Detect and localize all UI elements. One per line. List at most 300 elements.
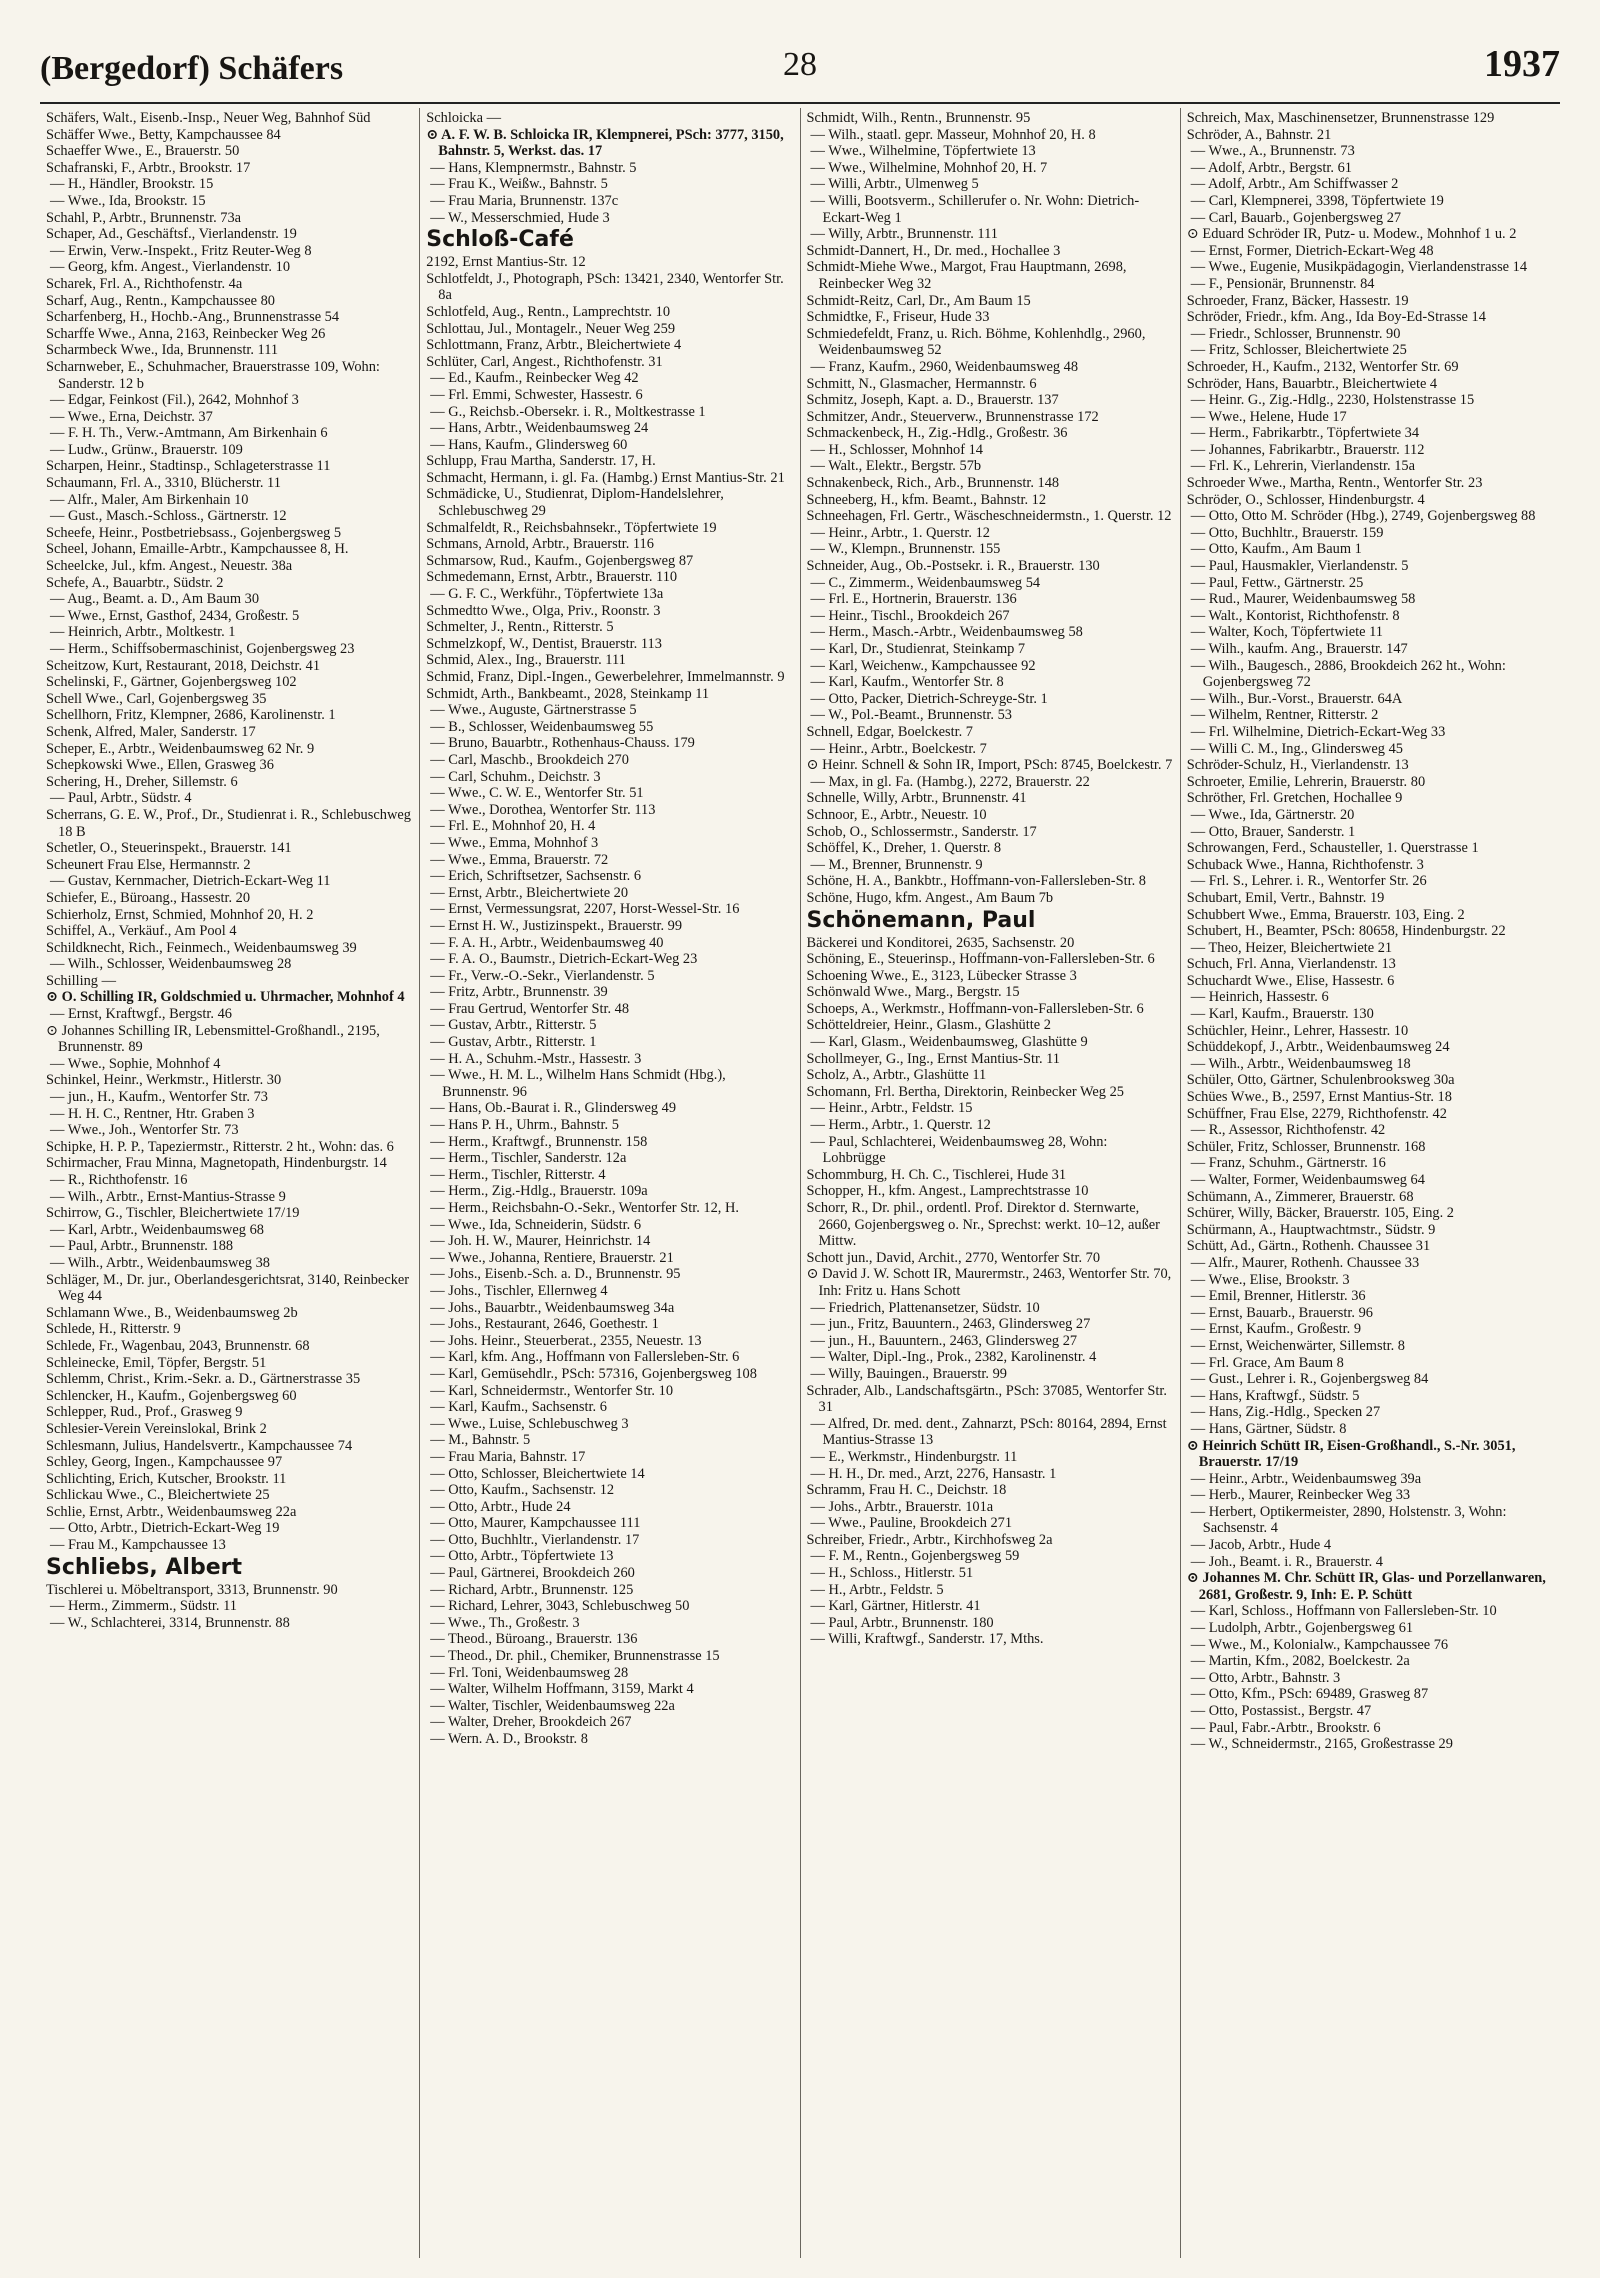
directory-entry: Schmid, Franz, Dipl.-Ingen., Gewerbelehrer, Immelmannstr. 9 — [426, 669, 785, 685]
directory-entry: — Wern. A. D., Brookstr. 8 — [430, 1731, 588, 1747]
directory-entry: Schürmann, A., Hauptwachtmstr., Südstr. 9 — [1186, 1221, 1436, 1238]
directory-entry: — Herm., Zimmerm., Südstr. 11 — [50, 1598, 237, 1615]
directory-entry: Schmiedefeldt, Franz, u. Rich. Böhme, Kohlenhdlg., 2960, Weidenbaumsweg 52 — [806, 325, 1146, 359]
directory-entry: — Wwe., Sophie, Mohnhof 4 — [50, 1055, 221, 1072]
directory-column-1 — [40, 108, 420, 2258]
directory-entry: — Richard, Lehrer, 3043, Schlebuschweg 50 — [430, 1598, 690, 1615]
directory-entry: Schmacht, Hermann, i. gl. Fa. (Hambg.) Ernst Mantius-Str. 21 — [426, 469, 785, 486]
directory-entry: Schmidt-Reitz, Carl, Dr., Am Baum 15 — [806, 292, 1031, 309]
directory-entry: — Hans P. H., Uhrm., Bahnstr. 5 — [430, 1117, 619, 1134]
directory-entry: Schildknecht, Rich., Feinmech., Weidenbaumsweg 39 — [46, 939, 357, 956]
directory-entry: Schilling — — [46, 972, 116, 989]
directory-entry: — Heinr. G., Zig.-Hdlg., 2230, Holstenstrasse 15 — [1190, 392, 1475, 409]
directory-entry: Schirmacher, Frau Minna, Magnetopath, Hindenburgstr. 14 — [46, 1155, 387, 1172]
directory-entry: Schmedtto Wwe., Olga, Priv., Roonstr. 3 — [426, 602, 661, 619]
directory-entry: — Hans, Kaufm., Glindersweg 60 — [430, 436, 628, 453]
directory-entry: — Herm., Tischler, Sanderstr. 12a — [430, 1150, 627, 1167]
directory-entry: Schlede, Fr., Wagenbau, 2043, Brunnenstr. 68 — [46, 1337, 310, 1354]
directory-entry: — Georg, kfm. Angest., Vierlandenstr. 10 — [50, 259, 291, 276]
directory-entry: — Otto, Packer, Dietrich-Schreyge-Str. 1 — [810, 690, 1048, 707]
directory-entry: Schaeffer Wwe., E., Brauerstr. 50 — [46, 143, 240, 160]
directory-entry: — H., Arbtr., Feldstr. 5 — [810, 1581, 944, 1598]
directory-entry: Scheelcke, Jul., kfm. Angest., Neuestr. 38a — [46, 558, 293, 575]
directory-entry: — Ludolph, Arbtr., Gojenbergsweg 61 — [1190, 1620, 1414, 1637]
directory-entry: — Wwe., Dorothea, Wentorfer Str. 113 — [430, 801, 656, 818]
directory-entry: — Theo, Heizer, Bleichertwiete 21 — [1190, 939, 1393, 956]
directory-entry: — Wwe., Ida, Gärtnerstr. 20 — [1190, 806, 1355, 823]
directory-entry: — Frl. E., Hortnerin, Brauerstr. 136 — [810, 591, 1017, 608]
directory-entry: — Wilh., Arbtr., Ernst-Mantius-Strasse 9 — [50, 1188, 286, 1205]
directory-entry: Schuch, Frl. Anna, Vierlandenstr. 13 — [1186, 956, 1396, 973]
directory-entry: — Walter, Dreher, Brookdeich 267 — [430, 1714, 632, 1731]
directory-entry: — Heinr., Arbtr., 1. Querstr. 12 — [810, 524, 990, 541]
directory-entry: — Herb., Maurer, Reinbecker Weg 33 — [1190, 1487, 1411, 1504]
directory-entry: — Wwe., Th., Großestr. 3 — [430, 1614, 580, 1631]
directory-entry: Schnoor, E., Arbtr., Neuestr. 10 — [806, 806, 987, 823]
directory-entry: — Frau Maria, Brunnenstr. 137c — [430, 192, 619, 209]
directory-entry: Schüler, Fritz, Schlosser, Brunnenstr. 168 — [1186, 1138, 1426, 1155]
directory-entry: Scheefe, Heinr., Postbetriebsass., Gojenbergsweg 5 — [46, 524, 342, 541]
directory-entry: — Hans, Arbtr., Weidenbaumsweg 24 — [430, 420, 649, 437]
directory-entry: — Erich, Schriftsetzer, Sachsenstr. 6 — [430, 868, 642, 885]
directory-entry: Schopper, H., kfm. Angest., Lamprechtstrasse 10 — [806, 1183, 1089, 1200]
directory-entry: — Walt., Elektr., Bergstr. 57b — [810, 458, 982, 475]
directory-entry: — Wwe., Elise, Brookstr. 3 — [1190, 1271, 1350, 1288]
directory-entry: Scharek, Frl. A., Richthofenstr. 4a — [46, 275, 243, 292]
directory-entry: Schefe, A., Bauarbtr., Südstr. 2 — [46, 574, 224, 591]
directory-entry: — Karl, Kaufm., Sachsenstr. 6 — [430, 1399, 607, 1416]
directory-entry: — Wilh., kaufm. Ang., Brauerstr. 147 — [1190, 641, 1408, 657]
directory-entry: Schramm, Frau H. C., Deichstr. 18 — [806, 1482, 1007, 1499]
directory-entry: Schmid, Alex., Ing., Brauerstr. 111 — [426, 652, 626, 669]
directory-column-2 — [420, 108, 800, 2258]
directory-entry: Schmedemann, Ernst, Arbtr., Brauerstr. 110 — [426, 569, 678, 586]
directory-entry: — Otto, Postassist., Bergstr. 47 — [1190, 1703, 1372, 1719]
directory-column-3 — [801, 108, 1181, 2258]
directory-entry: Bäckerei und Konditorei, 2635, Sachsenstr. 20 — [806, 934, 1075, 951]
directory-entry: Schloicka — — [426, 110, 501, 126]
directory-entry: Schmidtke, F., Friseur, Hude 33 — [806, 309, 990, 326]
directory-entry: Schellhorn, Fritz, Klempner, 2686, Karolinenstr. 1 — [46, 707, 336, 724]
directory-entry: Schmarsow, Rud., Kaufm., Gojenbergsweg 87 — [426, 552, 694, 569]
directory-entry: — G. F. C., Werkführ., Töpfertwiete 13a — [430, 586, 664, 603]
directory-entry: Schlie, Ernst, Arbtr., Weidenbaumsweg 22a — [46, 1503, 297, 1520]
directory-entry: Schetler, O., Steuerinspekt., Brauerstr. 141 — [46, 840, 292, 857]
directory-entry: Schollmeyer, G., Ing., Ernst Mantius-Str. 11 — [806, 1050, 1061, 1067]
directory-entry: — Herm., Arbtr., 1. Querstr. 12 — [810, 1117, 991, 1134]
directory-entry: — Walter, Dipl.-Ing., Prok., 2382, Karolinenstr. 4 — [810, 1349, 1097, 1366]
directory-entry: — Otto, Kaufm., Sachsenstr. 12 — [430, 1482, 615, 1499]
directory-entry: — Heinr., Arbtr., Feldstr. 15 — [810, 1100, 973, 1117]
directory-entry: — Karl, Gemüsehdlr., PSch: 57316, Gojenbergsweg 108 — [430, 1365, 757, 1382]
directory-entry: — Karl, Gärtner, Hitlerstr. 41 — [810, 1598, 981, 1615]
directory-entry: Scharnweber, E., Schuhmacher, Brauerstrasse 109, Wohn: Sanderstr. 12 b — [46, 358, 380, 392]
directory-entry: — Walter, Tischler, Weidenbaumsweg 22a — [430, 1697, 675, 1714]
directory-entry: Schlichting, Erich, Kutscher, Brookstr. 11 — [46, 1470, 287, 1487]
directory-entry: — Hans, Zig.-Hdlg., Specken 27 — [1190, 1404, 1381, 1421]
directory-entry: — Paul, Fettw., Gärtnerstr. 25 — [1190, 574, 1364, 591]
directory-entry: Schipke, H. P. P., Tapeziermstr., Ritterstr. 2 ht., Wohn: das. 6 — [46, 1138, 394, 1155]
directory-entry: — Wwe., M., Kolonialw., Kampchaussee 76 — [1190, 1636, 1449, 1653]
directory-entry: — Frl. K., Lehrerin, Vierlandenstr. 15a — [1190, 458, 1416, 475]
directory-entry: — Ernst, Former, Dietrich-Eckart-Weg 48 — [1190, 242, 1434, 259]
directory-entry: — Alfr., Maler, Am Birkenhain 10 — [50, 491, 249, 508]
directory-entry: — Otto, Maurer, Kampchaussee 111 — [430, 1515, 641, 1532]
directory-entry: — H. H., Dr. med., Arzt, 2276, Hansastr. 1 — [810, 1465, 1057, 1482]
directory-entry: — M., Brenner, Brunnenstr. 9 — [810, 856, 983, 873]
directory-entry: Schneeberg, H., kfm. Beamt., Bahnstr. 12 — [806, 491, 1047, 508]
directory-entry: — Wilh., Schlosser, Weidenbaumsweg 28 — [50, 956, 292, 973]
directory-entry: — Herm., Masch.-Arbtr., Weidenbaumsweg 58 — [810, 624, 1083, 641]
directory-entry: Schlede, H., Ritterstr. 9 — [46, 1321, 181, 1338]
directory-entry: — Herm., Reichsbahn-O.-Sekr., Wentorfer Str. 12, H. — [430, 1200, 739, 1216]
directory-entry: Schubart, Emil, Vertr., Bahnstr. 19 — [1186, 889, 1385, 906]
directory-entry: — Wwe., Wilhelmine, Mohnhof 20, H. 7 — [810, 159, 1048, 176]
directory-entry: — jun., H., Kaufm., Wentorfer Str. 73 — [50, 1089, 269, 1106]
directory-entry: — Frau Gertrud, Wentorfer Str. 48 — [430, 1000, 630, 1017]
directory-entry: — Fr., Verw.-O.-Sekr., Vierlandenstr. 5 — [430, 967, 655, 984]
directory-entry: — Frl. Grace, Am Baum 8 — [1190, 1354, 1344, 1371]
directory-entry: Schiefer, E., Büroang., Hassestr. 20 — [46, 889, 251, 906]
directory-entry: Schrader, Alb., Landschaftsgärtn., PSch: 37085, Wentorfer Str. 31 — [806, 1382, 1167, 1416]
directory-entry: — W., Schlachterei, 3314, Brunnenstr. 88 — [50, 1614, 290, 1631]
directory-entry: — Herbert, Optikermeister, 2890, Holstenstr. 3, Wohn: Sachsenstr. 4 — [1190, 1503, 1507, 1537]
directory-entry: Schlottau, Jul., Montagelr., Neuer Weg 259 — [426, 320, 676, 337]
directory-entry: Schöffel, K., Dreher, 1. Querstr. 8 — [806, 840, 1002, 857]
directory-entry: Schmitz, Joseph, Kapt. a. D., Brauerstr. 137 — [806, 392, 1059, 409]
directory-entry: — Otto, Arbtr., Dietrich-Eckart-Weg 19 — [50, 1520, 280, 1537]
directory-entry: — Wilhelm, Rentner, Ritterstr. 2 — [1190, 707, 1379, 724]
directory-entry: — H., Schlosser, Mohnhof 14 — [810, 441, 984, 458]
directory-entry: Schmackenbeck, H., Zig.-Hdlg., Großestr. 36 — [806, 425, 1068, 442]
directory-entry: Scheunert Frau Else, Hermannstr. 2 — [46, 856, 251, 873]
directory-entry: — Herm., Kraftwgf., Brunnenstr. 158 — [430, 1133, 648, 1150]
directory-entry: — F., Pensionär, Brunnenstr. 84 — [1190, 275, 1375, 292]
directory-entry: Schroeter, Emilie, Lehrerin, Brauerstr. 80 — [1186, 773, 1426, 790]
directory-entry: — Gust., Lehrer i. R., Gojenbergsweg 84 — [1190, 1371, 1429, 1388]
directory-entry: Schroeder Wwe., Martha, Rentn., Wentorfer Str. 23 — [1186, 475, 1483, 492]
directory-entry: Schott jun., David, Archit., 2770, Wentorfer Str. 70 — [806, 1249, 1101, 1266]
directory-entry: Schlüter, Carl, Angest., Richthofenstr. 31 — [426, 353, 663, 370]
directory-entry: — Franz, Schuhm., Gärtnerstr. 16 — [1190, 1155, 1386, 1172]
directory-entry: Schneider, Aug., Ob.-Postsekr. i. R., Brauerstr. 130 — [806, 558, 1100, 575]
directory-entry: — W., Schneidermstr., 2165, Großestrasse 29 — [1190, 1736, 1453, 1753]
directory-entry: — Frl. Emmi, Schwester, Hassestr. 6 — [430, 386, 643, 403]
directory-entry: — Wwe., Auguste, Gärtnerstrasse 5 — [430, 702, 637, 719]
directory-entry: Schmelter, J., Rentn., Ritterstr. 5 — [426, 619, 614, 636]
directory-entry: — Friedrich, Plattenansetzer, Südstr. 10 — [810, 1299, 1040, 1316]
directory-entry: — Wwe., H. M. L., Wilhelm Hans Schmidt (Hbg.), Brunnenstr. 96 — [430, 1067, 726, 1100]
directory-entry: Scheel, Johann, Emaille-Arbtr., Kampchaussee 8, H. — [46, 541, 349, 558]
directory-entry: — Frl. E., Mohnhof 20, H. 4 — [430, 818, 596, 835]
directory-heading: Schönemann, Paul — [806, 907, 1036, 933]
directory-entry: Schierholz, Ernst, Schmied, Mohnhof 20, H. 2 — [46, 906, 314, 923]
directory-entry: — G., Reichsb.-Obersekr. i. R., Moltkestrasse 1 — [430, 403, 706, 420]
directory-entry: — Otto, Buchhltr., Vierlandenstr. 17 — [430, 1531, 640, 1548]
directory-entry: — Carl, Bauarb., Gojenbergsweg 27 — [1190, 209, 1402, 226]
directory-entry: Schommburg, H. Ch. C., Tischlerei, Hude 31 — [806, 1166, 1067, 1183]
directory-entry: — Willi, Kraftwgf., Sanderstr. 17, Mths. — [810, 1631, 1044, 1648]
directory-entry: — Walter, Former, Weidenbaumsweg 64 — [1190, 1172, 1425, 1188]
directory-entry: — Wilh., Arbtr., Weidenbaumsweg 18 — [1190, 1055, 1411, 1072]
directory-entry: Scharpen, Heinr., Stadtinsp., Schlageterstrasse 11 — [46, 458, 331, 475]
directory-entry: — Carl, Klempnerei, 3398, Töpfertwiete 19 — [1190, 192, 1444, 209]
directory-entry: — Heinr., Arbtr., Boelckestr. 7 — [810, 740, 987, 757]
directory-entry: — Gustav, Arbtr., Ritterstr. 5 — [430, 1017, 597, 1034]
directory-entry: ⊙ David J. W. Schott IR, Maurermstr., 2463, Wentorfer Str. 70, Inh: Fritz u. Hans Schott — [806, 1266, 1172, 1299]
directory-entry: Schüchler, Heinr., Lehrer, Hassestr. 10 — [1186, 1022, 1409, 1039]
directory-entry: — Walter, Koch, Töpfertwiete 11 — [1190, 624, 1383, 641]
directory-entry: — Wwe., Pauline, Brookdeich 271 — [810, 1515, 1013, 1532]
directory-entry: Schuback Wwe., Hanna, Richthofenstr. 3 — [1186, 856, 1424, 873]
directory-entry: — jun., H., Bauuntern., 2463, Glindersweg 27 — [810, 1332, 1078, 1349]
directory-entry: — Ernst, Weichenwärter, Sillemstr. 8 — [1190, 1337, 1405, 1354]
directory-entry: Schlemm, Christ., Krim.-Sekr. a. D., Gärtnerstrasse 35 — [46, 1371, 361, 1388]
directory-entry: — Johs., Bauarbtr., Weidenbaumsweg 34a — [430, 1299, 675, 1316]
directory-entry: Schöne, Hugo, kfm. Angest., Am Baum 7b — [806, 889, 1054, 906]
directory-entry: — Paul, Arbtr., Südstr. 4 — [50, 790, 192, 807]
directory-entry: Schönwald Wwe., Marg., Bergstr. 15 — [806, 984, 1020, 1001]
directory-entry: — Willi C. M., Ing., Glindersweg 45 — [1190, 740, 1403, 757]
directory-entry: — Gust., Masch.-Schloss., Gärtnerstr. 12 — [50, 508, 287, 525]
directory-entry: — Fritz, Arbtr., Brunnenstr. 39 — [430, 984, 608, 1001]
directory-entry: — Paul, Fabr.-Arbtr., Brookstr. 6 — [1190, 1719, 1381, 1736]
directory-entry: Schlotfeldt, J., Photograph, PSch: 13421, 2340, Wentorfer Str. 8a — [426, 270, 784, 304]
directory-entry: — Alfr., Maurer, Rothenh. Chaussee 33 — [1190, 1254, 1420, 1271]
directory-entry: — Frl. S., Lehrer. i. R., Wentorfer Str. 26 — [1190, 873, 1427, 890]
page-number: 28 — [783, 46, 817, 83]
directory-entry: — Paul, Hausmakler, Vierlandenstr. 5 — [1190, 558, 1409, 575]
directory-entry: — W., Klempn., Brunnenstr. 155 — [810, 541, 1001, 558]
directory-entry: Schnell, Edgar, Boelckestr. 7 — [806, 723, 973, 740]
directory-entry: Schläger, M., Dr. jur., Oberlandesgerichtsrat, 3140, Reinbecker Weg 44 — [46, 1271, 410, 1305]
directory-entry: — Herm., Tischler, Ritterstr. 4 — [430, 1166, 606, 1183]
directory-entry: — Karl, Schneidermstr., Wentorfer Str. 10 — [430, 1382, 674, 1399]
directory-entry: — Otto, Kaufm., Am Baum 1 — [1190, 541, 1362, 558]
directory-entry: — Martin, Kfm., 2082, Boelckestr. 2a — [1190, 1653, 1410, 1670]
directory-entry: — Hans, Klempnermstr., Bahnstr. 5 — [430, 159, 637, 176]
directory-entry: Schmitt, N., Glasmacher, Hermannstr. 6 — [806, 375, 1037, 392]
directory-entry: Schroeder, Franz, Bäcker, Hassestr. 19 — [1186, 292, 1409, 309]
directory-entry: — Wilh., Bur.-Vorst., Brauerstr. 64A — [1190, 690, 1403, 707]
directory-entry: ⊙ Johannes M. Chr. Schütt IR, Glas- und Porzellanwaren, 2681, Großestr. 9, Inh: E. P. Schütt — [1186, 1570, 1546, 1603]
directory-entry: — H., Schloss., Hitlerstr. 51 — [810, 1565, 974, 1582]
directory-entry: — Johs., Eisenb.-Sch. a. D., Brunnenstr. 95 — [430, 1266, 681, 1283]
directory-entry: Scharmbeck Wwe., Ida, Brunnenstr. 111 — [46, 342, 279, 359]
directory-entry: Scharfenberg, H., Hochb.-Ang., Brunnenstrasse 54 — [46, 309, 340, 326]
directory-entry: Schubert, H., Beamter, PSch: 80658, Hindenburgstr. 22 — [1186, 923, 1506, 940]
directory-entry: Schepkowski Wwe., Ellen, Grasweg 36 — [46, 757, 274, 774]
directory-entry: — Theod., Büroang., Brauerstr. 136 — [430, 1631, 638, 1648]
directory-entry: — Johs. Heinr., Steuerberat., 2355, Neuestr. 13 — [430, 1332, 702, 1349]
directory-entry: — Otto, Arbtr., Hude 24 — [430, 1498, 571, 1515]
directory-entry: — Hans, Ob.-Baurat i. R., Glindersweg 49 — [430, 1100, 677, 1117]
directory-entry: — Bruno, Bauarbtr., Rothenhaus-Chauss. 179 — [430, 735, 695, 752]
directory-entry: — Wwe., Emma, Mohnhof 3 — [430, 834, 599, 851]
directory-entry: — Heinrich, Hassestr. 6 — [1190, 989, 1329, 1006]
directory-entry: — Wwe., A., Brunnenstr. 73 — [1190, 143, 1355, 160]
directory-entry: — Paul, Schlachterei, Weidenbaumsweg 28, Wohn: Lohbrügge — [810, 1133, 1108, 1167]
directory-entry: ⊙ Johannes Schilling IR, Lebensmittel-Großhandl., 2195, Brunnenstr. 89 — [46, 1022, 380, 1056]
directory-entry: Schöning, E., Steuerinsp., Hoffmann-von-Fallersleben-Str. 6 — [806, 951, 1155, 968]
directory-entry: Schürer, Willy, Bäcker, Brauerstr. 105, Eing. 2 — [1186, 1205, 1454, 1222]
directory-entry: — Otto, Arbtr., Bahnstr. 3 — [1190, 1669, 1341, 1686]
directory-entry: — Karl, Kaufm., Wentorfer Str. 8 — [810, 674, 1004, 691]
directory-entry: Schomann, Frl. Bertha, Direktorin, Reinbecker Weg 25 — [806, 1083, 1124, 1100]
directory-entry: — Otto, Brauer, Sanderstr. 1 — [1190, 823, 1356, 840]
directory-entry: — M., Bahnstr. 5 — [430, 1432, 531, 1449]
directory-entry: — Friedr., Schlosser, Brunnenstr. 90 — [1190, 325, 1401, 342]
directory-entry: — Aug., Beamt. a. D., Am Baum 30 — [50, 591, 260, 608]
directory-entry: Schröder, A., Bahnstr. 21 — [1186, 126, 1332, 143]
directory-entry: Schmelzkopf, W., Dentist, Brauerstr. 113 — [426, 635, 662, 652]
directory-entry: — H., Händler, Brookstr. 15 — [50, 176, 214, 193]
directory-entry: — Hans, Gärtner, Südstr. 8 — [1190, 1420, 1347, 1437]
directory-entry: — Karl, Schloss., Hoffmann von Fallersleben-Str. 10 — [1190, 1603, 1497, 1620]
directory-entry: — Ernst, Kaufm., Großestr. 9 — [1190, 1321, 1362, 1338]
directory-entry: — Wwe., Wilhelmine, Töpfertwiete 13 — [810, 143, 1036, 160]
directory-entry: — Hans, Kraftwgf., Südstr. 5 — [1190, 1387, 1360, 1404]
directory-entry: Schleinecke, Emil, Töpfer, Bergstr. 51 — [46, 1354, 267, 1371]
directory-entry: — Rud., Maurer, Weidenbaumsweg 58 — [1190, 591, 1416, 608]
directory-entry: Schneehagen, Frl. Gertr., Wäscheschneidermstn., 1. Querstr. 12 — [806, 508, 1172, 525]
running-head-year: 1937 — [1484, 43, 1560, 85]
directory-entry: Scholz, A., Arbtr., Glashütte 11 — [806, 1067, 987, 1084]
directory-entry: Schlepper, Rud., Prof., Grasweg 9 — [46, 1404, 243, 1421]
directory-entry: 2192, Ernst Mantius-Str. 12 — [426, 254, 586, 271]
directory-entry: — Ernst, Kraftwgf., Bergstr. 46 — [50, 1006, 232, 1023]
running-head-left: (Bergedorf) Schäfers — [40, 50, 344, 87]
directory-entry: Schröder, Hans, Bauarbtr., Bleichertwiete 4 — [1186, 375, 1438, 392]
directory-entry: — Frau M., Kampchaussee 13 — [50, 1537, 226, 1554]
directory-entry: Schröder-Schulz, H., Vierlandenstr. 13 — [1186, 757, 1409, 774]
directory-entry: Schlotfeld, Aug., Rentn., Lamprechtstr. 10 — [426, 303, 671, 320]
directory-entry: Schreich, Max, Maschinensetzer, Brunnenstrasse 129 — [1186, 110, 1495, 126]
directory-entry: Schüddekopf, J., Arbtr., Weidenbaumsweg 24 — [1186, 1039, 1450, 1056]
directory-entry: — R., Assessor, Richthofenstr. 42 — [1190, 1122, 1386, 1139]
directory-entry: Scharf, Aug., Rentn., Kampchaussee 80 — [46, 292, 275, 309]
directory-entry: Schlamann Wwe., B., Weidenbaumsweg 2b — [46, 1304, 298, 1321]
directory-entry: — H. H. C., Rentner, Htr. Graben 3 — [50, 1105, 255, 1122]
directory-entry: — Walter, Wilhelm Hoffmann, 3159, Markt 4 — [430, 1681, 694, 1698]
directory-heading: Schloß-Café — [426, 227, 574, 253]
directory-entry: Schmitzer, Andr., Steuerverw., Brunnenstrasse 172 — [806, 408, 1099, 425]
directory-entry: Schröther, Frl. Gretchen, Hochallee 9 — [1186, 790, 1403, 807]
directory-column-4 — [1181, 108, 1560, 2258]
directory-entry: Schmidt-Miehe Wwe., Margot, Frau Hauptmann, 2698, Reinbecker Weg 32 — [806, 259, 1127, 292]
directory-entry: Scharffe Wwe., Anna, 2163, Reinbecker Weg 26 — [46, 325, 326, 342]
directory-entry: — Wilh., Baugesch., 2886, Brookdeich 262 ht., Wohn: Gojenbergsweg 72 — [1190, 657, 1506, 691]
directory-entry: Schmädicke, U., Studienrat, Diplom-Handelslehrer, Schlebuschweg 29 — [426, 486, 724, 520]
directory-entry: — Ernst, Arbtr., Bleichertwiete 20 — [430, 884, 629, 901]
directory-entry: — C., Zimmerm., Weidenbaumsweg 54 — [810, 574, 1041, 591]
directory-entry: — Wwe., Ernst, Gasthof, 2434, Großestr. 5 — [50, 607, 300, 624]
directory-entry: Schlottmann, Franz, Arbtr., Bleichertwiete 4 — [426, 337, 682, 354]
directory-entry: — Heinrich, Arbtr., Moltkestr. 1 — [50, 624, 236, 641]
directory-entry: Schlupp, Frau Martha, Sanderstr. 17, H. — [426, 453, 656, 470]
directory-entry: — Joh., Beamt. i. R., Brauerstr. 4 — [1190, 1553, 1384, 1570]
directory-entry: — Theod., Dr. phil., Chemiker, Brunnenstrasse 15 — [430, 1648, 720, 1665]
directory-entry: Schorr, R., Dr. phil., ordentl. Prof. Direktor d. Sternwarte, 2660, Gojenbergsweg o. Nr., Sprechst: werkt. 10–12, außer Mittw. — [806, 1200, 1160, 1250]
directory-entry: — Otto, Schlosser, Bleichertwiete 14 — [430, 1465, 645, 1482]
directory-entry: — Herm., Schiffsobermaschinist, Gojenbergsweg 23 — [50, 641, 355, 657]
directory-heading: Schliebs, Albert — [46, 1554, 243, 1580]
directory-entry: — H. A., Schuhm.-Mstr., Hassestr. 3 — [430, 1050, 642, 1067]
directory-entry: ⊙ Heinrich Schütt IR, Eisen-Großhandl., S.-Nr. 3051, Brauerstr. 17/19 — [1186, 1437, 1516, 1471]
directory-entry: — Ed., Kaufm., Reinbecker Weg 42 — [430, 370, 639, 387]
directory-entry: — Wwe., Eugenie, Musikpädagogin, Vierlandenstrasse 14 — [1190, 259, 1528, 276]
directory-entry: — Heinr., Tischl., Brookdeich 267 — [810, 607, 1010, 624]
directory-entry: Schmidt, Wilh., Rentn., Brunnenstr. 95 — [806, 110, 1031, 126]
directory-entry: Schüffner, Frau Else, 2279, Richthofenstr. 42 — [1186, 1105, 1447, 1122]
directory-entry: — Erwin, Verw.-Inspekt., Fritz Reuter-Weg 8 — [50, 242, 312, 259]
directory-entry: — Otto, Kfm., PSch: 69489, Grasweg 87 — [1190, 1686, 1429, 1703]
directory-entry: — Karl, Weichenw., Kampchaussee 92 — [810, 657, 1036, 674]
directory-entry: Tischlerei u. Möbeltransport, 3313, Brunnenstr. 90 — [46, 1581, 338, 1598]
directory-entry: — Karl, kfm. Ang., Hoffmann von Fallersleben-Str. 6 — [430, 1349, 740, 1366]
directory-entry: — Karl, Glasm., Weidenbaumsweg, Glashütte 9 — [810, 1034, 1088, 1051]
directory-entry: — Paul, Gärtnerei, Brookdeich 260 — [430, 1565, 635, 1582]
directory-entry: Schaumann, Frl. A., 3310, Blücherstr. 11 — [46, 475, 281, 492]
directory-entry: — Otto, Buchhltr., Brauerstr. 159 — [1190, 524, 1384, 541]
directory-entry: Schäfers, Walt., Eisenb.-Insp., Neuer Weg, Bahnhof Süd — [46, 110, 371, 126]
directory-entry: — Paul, Arbtr., Brunnenstr. 180 — [810, 1614, 994, 1631]
directory-entry: Schlesier-Verein Vereinslokal, Brink 2 — [46, 1420, 267, 1437]
directory-entry: — Joh. H. W., Maurer, Heinrichstr. 14 — [430, 1233, 651, 1250]
directory-entry: — Frau Maria, Bahnstr. 17 — [430, 1448, 586, 1465]
directory-entry: — Karl, Dr., Studienrat, Steinkamp 7 — [810, 641, 1026, 657]
directory-entry: — Willi, Arbtr., Ulmenweg 5 — [810, 176, 979, 193]
directory-entry: Schaper, Ad., Geschäftsf., Vierlandenstr. 19 — [46, 226, 297, 243]
directory-entry: — Johs., Restaurant, 2646, Goethestr. 1 — [430, 1316, 659, 1333]
directory-entry: — Wwe., Luise, Schlebuschweg 3 — [430, 1415, 629, 1432]
directory-entry: — Wwe., C. W. E., Wentorfer Str. 51 — [430, 785, 644, 802]
directory-entry: — Wwe., Ida, Schneiderin, Südstr. 6 — [430, 1216, 642, 1233]
directory-entry: — Herm., Zig.-Hdlg., Brauerstr. 109a — [430, 1183, 648, 1200]
directory-columns — [40, 108, 1560, 2258]
directory-entry: Schäffer Wwe., Betty, Kampchaussee 84 — [46, 126, 281, 143]
directory-entry: Schröder, Friedr., kfm. Ang., Ida Boy-Ed-Strasse 14 — [1186, 309, 1486, 326]
directory-entry: — Otto, Arbtr., Töpfertwiete 13 — [430, 1548, 614, 1565]
directory-entry: — Carl, Maschb., Brookdeich 270 — [430, 751, 629, 768]
directory-entry: — Max, in gl. Fa. (Hambg.), 2272, Brauerstr. 22 — [810, 773, 1090, 790]
directory-entry: Schütt, Ad., Gärtn., Rothenh. Chaussee 31 — [1186, 1238, 1431, 1255]
directory-entry: Schmidt, Arth., Bankbeamt., 2028, Steinkamp 11 — [426, 685, 710, 702]
directory-entry: — Wwe., Helene, Hude 17 — [1190, 408, 1347, 425]
directory-entry: Schötteldreier, Heinr., Glasm., Glashütte 2 — [806, 1017, 1051, 1034]
directory-entry: — Wwe., Erna, Deichstr. 37 — [50, 408, 213, 425]
directory-entry: — Wwe., Johanna, Rentiere, Brauerstr. 21 — [430, 1249, 674, 1266]
directory-entry: Schelinski, F., Gärtner, Gojenbergsweg 102 — [46, 674, 297, 691]
directory-entry: Schinkel, Heinr., Werkmstr., Hitlerstr. 30 — [46, 1072, 282, 1089]
directory-entry: — Johs., Tischler, Ellernweg 4 — [430, 1282, 608, 1299]
directory-entry: Schley, Georg, Ingen., Kampchaussee 97 — [46, 1454, 283, 1471]
directory-entry: — F. A. H., Arbtr., Weidenbaumsweg 40 — [430, 934, 664, 951]
directory-entry: ⊙ Eduard Schröder IR, Putz- u. Modew., Mohnhof 1 u. 2 — [1186, 226, 1517, 243]
directory-entry: — Richard, Arbtr., Brunnenstr. 125 — [430, 1581, 634, 1598]
directory-entry: Schlencker, H., Kaufm., Gojenbergsweg 60 — [46, 1387, 297, 1404]
directory-entry: — Willy, Arbtr., Brunnenstr. 111 — [810, 226, 998, 243]
directory-entry: — Carl, Schuhm., Deichstr. 3 — [430, 768, 601, 785]
directory-entry: — Wilh., staatl. gepr. Masseur, Mohnhof 20, H. 8 — [810, 126, 1096, 143]
directory-entry: Schüler, Otto, Gärtner, Schulenbrooksweg 30a — [1186, 1072, 1455, 1089]
directory-entry: — Ludw., Grünw., Brauerstr. 109 — [50, 441, 243, 458]
directory-entry: — W., Messerschmied, Hude 3 — [430, 209, 610, 226]
directory-entry: — Frl. Toni, Weidenbaumsweg 28 — [430, 1664, 629, 1681]
directory-entry: Schmans, Arnold, Arbtr., Brauerstr. 116 — [426, 536, 654, 553]
directory-entry: — Otto, Otto M. Schröder (Hbg.), 2749, Gojenbergsweg 88 — [1190, 508, 1536, 525]
directory-entry: — Alfred, Dr. med. dent., Zahnarzt, PSch: 80164, 2894, Ernst Mantius-Strasse 13 — [810, 1415, 1167, 1449]
